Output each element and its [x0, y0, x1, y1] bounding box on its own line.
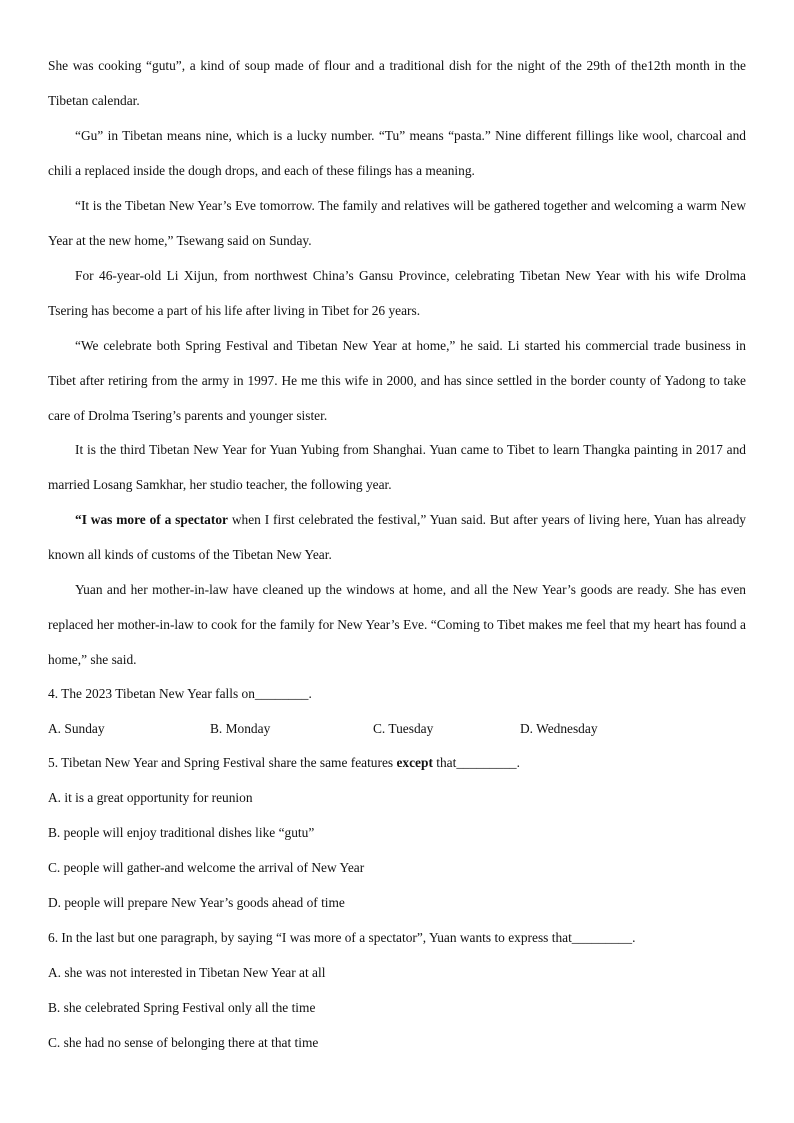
question-6-option-c: C. she had no sense of belonging there at that time	[48, 1035, 319, 1050]
passage-paragraph-8: Yuan and her mother-in-law have cleaned up the windows at home, and all the New Year’s goods are ready. She has even replaced her mother-in-law to cook for the family for New Year’s Eve. “Coming to Tibet makes me feel that my heart has found a home,” she said.	[48, 582, 746, 667]
question-4-option-a: A. Sunday	[48, 721, 105, 736]
passage-paragraph-7-rest: when I first celebrated the festival,” Yuan said. But after years of living here, Yuan has already known all kinds of customs of the Tibetan New Year.	[48, 512, 746, 562]
question-4-stem: 4. The 2023 Tibetan New Year falls on________.	[48, 686, 312, 701]
question-6-option-a: A. she was not interested in Tibetan New Year at all	[48, 965, 326, 980]
passage-paragraph-4: For 46-year-old Li Xijun, from northwest China’s Gansu Province, celebrating Tibetan New Year with his wife Drolma Tsering has become a part of his life after living in Tibet for 26 years.	[48, 268, 746, 318]
question-5-option-a: A. it is a great opportunity for reunion	[48, 790, 253, 805]
question-5-stem	[48, 753, 520, 773]
passage-paragraph-7	[48, 502, 746, 572]
question-5-option-d: D. people will prepare New Year’s goods ahead of time	[48, 895, 345, 910]
passage-paragraph-5: “We celebrate both Spring Festival and Tibetan New Year at home,” he said. Li started his commercial trade business in Tibet after retiring from the army in 1997. He me this wife in 2000, and has since settled in the border county of Yadong to take care of Drolma Tsering’s parents and younger sister.	[48, 338, 746, 423]
question-5-except-bold: except	[396, 755, 433, 770]
passage-paragraph-1: She was cooking “gutu”, a kind of soup made of flour and a traditional dish for the night of the 29th of the12th month in the Tibetan calendar.	[48, 58, 746, 108]
question-5-option-b: B. people will enjoy traditional dishes like “gutu”	[48, 825, 315, 840]
passage-paragraph-6: It is the third Tibetan New Year for Yuan Yubing from Shanghai. Yuan came to Tibet to learn Thangka painting in 2017 and married Losang Samkhar, her studio teacher, the following year.	[48, 442, 746, 492]
question-5-stem-end: that_________.	[432, 755, 520, 770]
question-6-option-b: B. she celebrated Spring Festival only all the time	[48, 1000, 316, 1015]
question-4-option-c: C. Tuesday	[373, 721, 434, 736]
passage-paragraph-2: “Gu” in Tibetan means nine, which is a lucky number. “Tu” means “pasta.” Nine different fillings like wool, charcoal and chili a replaced inside the dough drops, and each of these filings has a meaning.	[48, 128, 746, 178]
spectator-quote-bold: “I was more of a spectator	[75, 512, 228, 527]
question-4-option-b: B. Monday	[210, 721, 271, 736]
question-4-option-d: D. Wednesday	[520, 721, 598, 736]
question-6-stem: 6. In the last but one paragraph, by saying “I was more of a spectator”, Yuan wants to express that_________.	[48, 930, 636, 945]
question-5-stem-start: 5. Tibetan New Year and Spring Festival share the same features	[48, 755, 397, 770]
question-5-option-c: C. people will gather-and welcome the arrival of New Year	[48, 860, 365, 875]
passage-paragraph-3: “It is the Tibetan New Year’s Eve tomorrow. The family and relatives will be gathered together and welcoming a warm New Year at the new home,” Tsewang said on Sunday.	[48, 198, 746, 248]
